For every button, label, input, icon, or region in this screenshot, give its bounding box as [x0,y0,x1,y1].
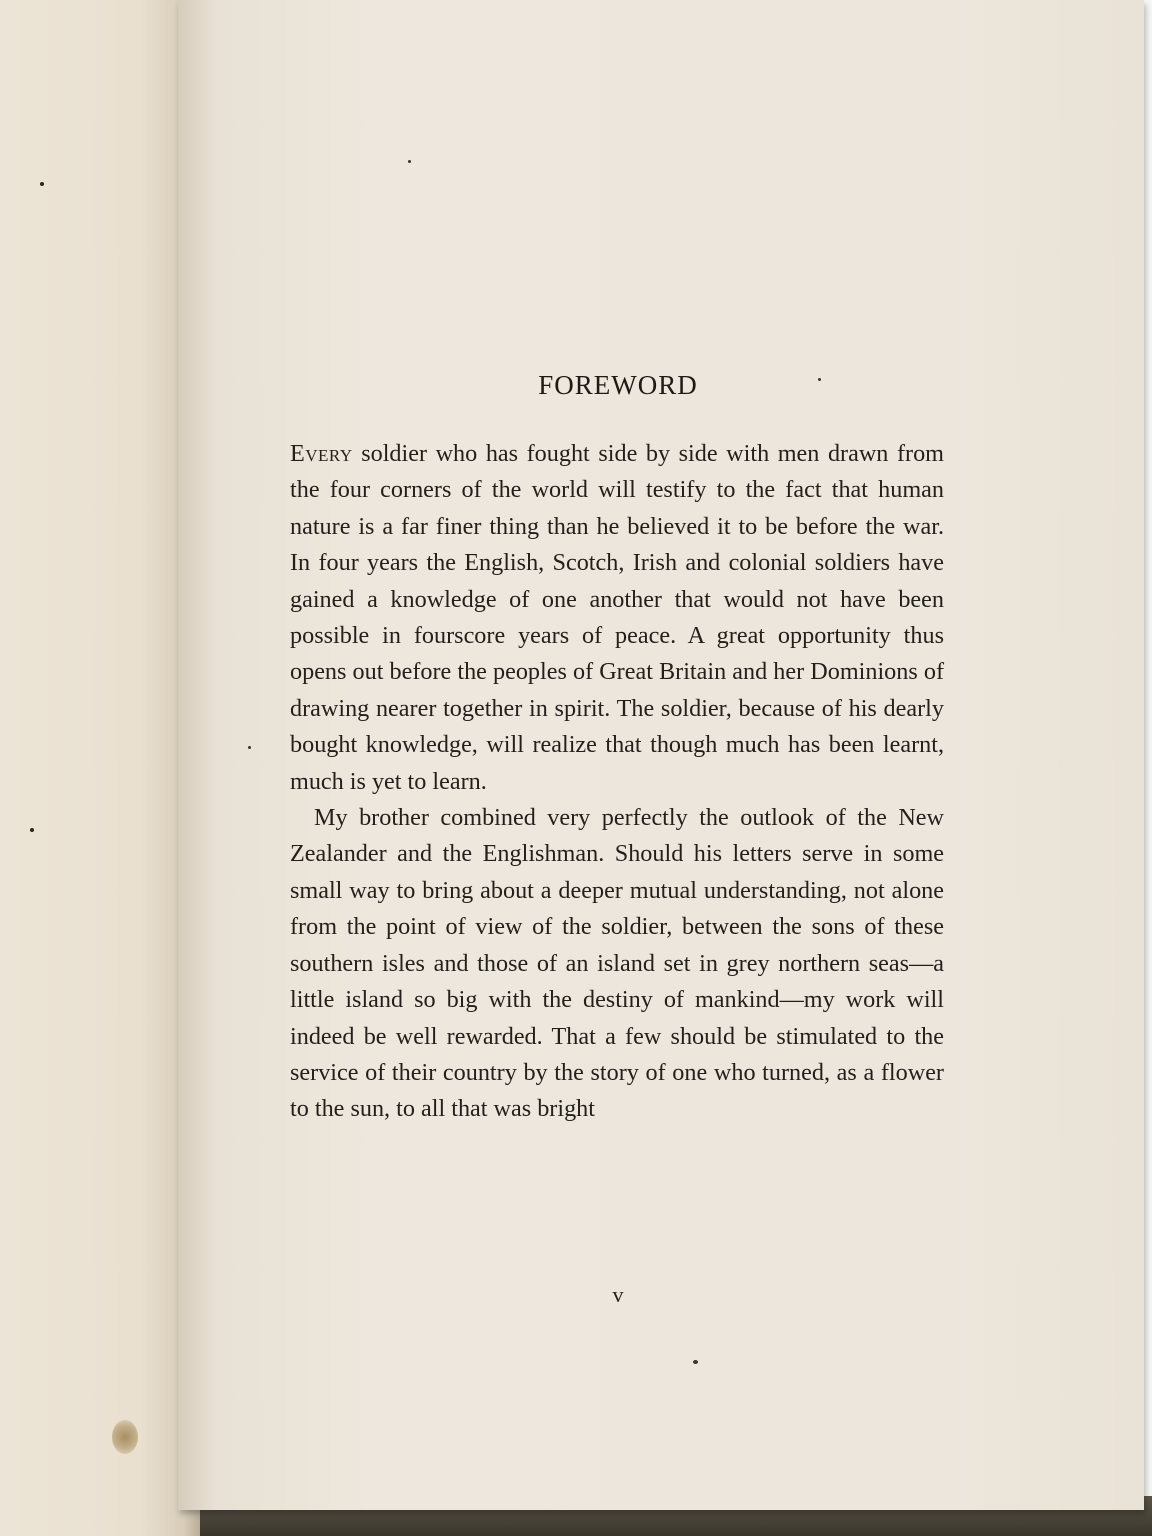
left-page [0,0,200,1536]
paragraph [290,436,944,800]
paper-speck [693,1360,698,1364]
drop-word: Every [290,440,353,467]
body-text [290,436,944,1128]
page-title: FOREWORD [538,370,698,400]
paper-speck [408,160,411,163]
paragraph-text: soldier who has fought side by side with men drawn from the four corners of the world will testify to the fact that human nature is a far finer thing than he believed it to be before the war. In four years the English, Scotch, Irish and colonial soldiers have gained a knowledge of one another that would not have been possible in fourscore years of peace. A great opportunity thus opens out before the peoples of Great Britain and her Dominions of drawing nearer together in spirit. The soldier, because of his dearly bought knowledge, will realize that though much has been learnt, much is yet to learn. [290,440,944,795]
book-page [178,0,1144,1510]
page-number: v [612,1282,624,1307]
paper-speck [40,182,44,186]
paper-speck [30,828,34,832]
paper-speck [248,746,251,749]
paper-stain [112,1420,138,1454]
paragraph: My brother combined very perfectly the outlook of the New Zealander and the Englishman. Should his letters serve in some small way to bring about a deeper mutual understanding, not alone from the point of view of the soldier, between the sons of these southern isles and those of an island set in grey northern seas—a little island so big with the destiny of mankind—my work will indeed be well rewarded. That a few should be stimulated to the service of their country by the story of one who turned, as a flower to the sun, to all that was bright [290,804,944,1123]
